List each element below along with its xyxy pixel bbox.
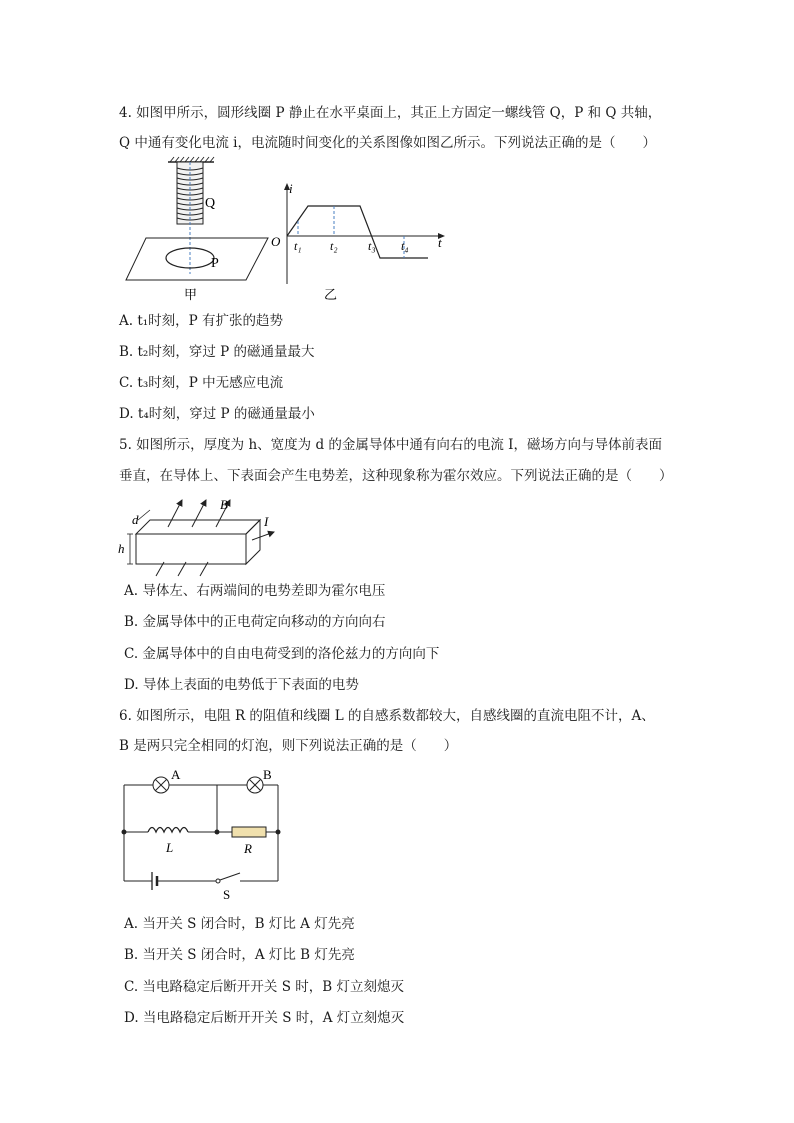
q4-stem-line2: Q 中通有变化电流 i，电流随时间变化的关系图像如图乙所示。下列说法正确的是（ ）	[119, 135, 656, 151]
q4-option-a: A. t₁时刻，P 有扩张的趋势	[119, 313, 284, 329]
q5-option-c: C. 金属导体中的自由电荷受到的洛伦兹力的方向向下	[124, 646, 440, 662]
q6-label-L: L	[166, 840, 174, 855]
q6-label-S: S	[223, 887, 231, 902]
q6-option-a: A. 当开关 S 闭合时，B 灯比 A 灯先亮	[124, 916, 355, 932]
q4-option-d: D. t₄时刻，穿过 P 的磁通量最小	[119, 406, 315, 422]
q6-label-A: A	[171, 767, 181, 782]
q4-label-Q: Q	[205, 196, 216, 211]
q6-label-R: R	[244, 841, 252, 856]
q4-figure-graph	[268, 180, 450, 304]
q5-stem-line2: 垂直，在导体上、下表面会产生电势差，这种现象称为霍尔效应。下列说法正确的是（ ）	[119, 468, 673, 484]
q5-stem-line1: 5. 如图所示，厚度为 h、宽度为 d 的金属导体中通有向右的电流 I，磁场方向与导体前表面	[119, 437, 663, 453]
q6-stem-line2: B 是两只完全相同的灯泡，则下列说法正确的是（ ）	[119, 738, 458, 754]
q4-caption-jia: 甲	[184, 288, 198, 303]
q6-figure-circuit	[116, 764, 292, 904]
q5-figure-hall-conductor	[116, 492, 282, 578]
q5-label-d: d	[132, 512, 139, 527]
q4-caption-yi: 乙	[324, 288, 338, 303]
q4-option-b: B. t₂时刻，穿过 P 的磁通量最大	[119, 344, 315, 360]
q4-tick-t4: t₄	[401, 239, 409, 253]
q4-label-P: P	[211, 256, 219, 271]
q5-label-I: I	[264, 514, 269, 529]
q4-tick-t2: t₂	[330, 239, 338, 253]
q4-origin: O	[271, 234, 281, 249]
q4-tick-t3: t₃	[368, 239, 376, 253]
q5-label-h: h	[118, 541, 125, 556]
q5-option-d: D. 导体上表面的电势低于下表面的电势	[124, 677, 359, 693]
q6-option-b: B. 当开关 S 闭合时，A 灯比 B 灯先亮	[124, 947, 355, 963]
q4-figure-solenoid	[122, 156, 272, 304]
q4-option-c: C. t₃时刻，P 中无感应电流	[119, 375, 284, 391]
q6-option-d: D. 当电路稳定后断开开关 S 时，A 灯立刻熄灭	[124, 1010, 405, 1026]
q4-axis-t: t	[438, 235, 442, 250]
q6-option-c: C. 当电路稳定后断开开关 S 时，B 灯立刻熄灭	[124, 979, 404, 995]
q6-stem-line1: 6. 如图所示，电阻 R 的阻值和线圈 L 的自感系数都较大，自感线圈的直流电阻不计，A、	[119, 708, 655, 724]
q4-stem-line1: 4. 如图甲所示，圆形线圈 P 静止在水平桌面上，其正上方固定一螺线管 Q，P 和 Q 共轴，	[119, 105, 662, 121]
q5-option-a: A. 导体左、右两端间的电势差即为霍尔电压	[124, 583, 386, 599]
q4-axis-i: i	[289, 181, 293, 196]
q5-label-B: B	[220, 497, 228, 512]
q4-tick-t1: t₁	[294, 239, 302, 253]
q5-option-b: B. 金属导体中的正电荷定向移动的方向向右	[124, 614, 386, 630]
q6-label-B: B	[263, 767, 272, 782]
